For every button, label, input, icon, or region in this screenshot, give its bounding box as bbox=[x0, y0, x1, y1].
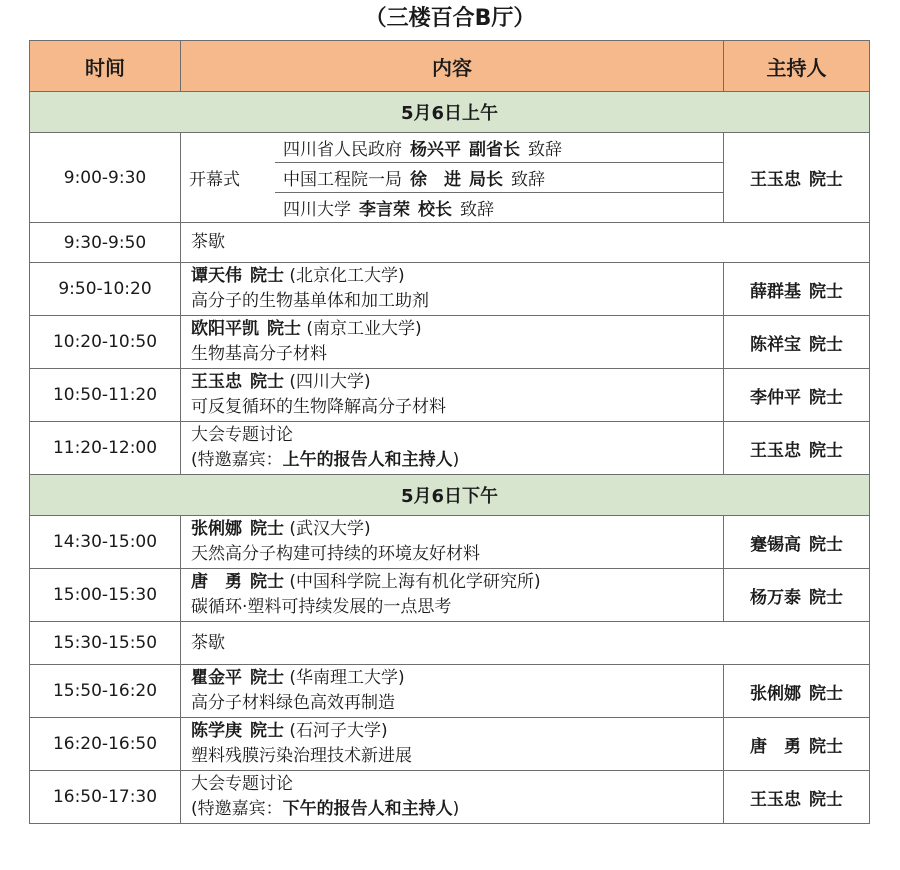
time-cell: 9:50-10:20 bbox=[30, 263, 181, 316]
header-content: 内容 bbox=[181, 41, 724, 92]
host-cell: 王玉忠 院士 bbox=[724, 771, 870, 824]
host-cell: 李仲平 院士 bbox=[724, 369, 870, 422]
time-cell: 11:20-12:00 bbox=[30, 422, 181, 475]
talk-content: 王玉忠 院士 (四川大学) 可反复循环的生物降解高分子材料 bbox=[181, 369, 724, 422]
time-cell: 10:20-10:50 bbox=[30, 316, 181, 369]
break-label: 茶歇 bbox=[181, 622, 870, 665]
talk-row bbox=[30, 569, 870, 622]
header-host: 主持人 bbox=[724, 41, 870, 92]
time-cell: 10:50-11:20 bbox=[30, 369, 181, 422]
discussion-row bbox=[30, 422, 870, 475]
talk-content: 欧阳平凯 院士 (南京工业大学) 生物基高分子材料 bbox=[181, 316, 724, 369]
talk-content: 瞿金平 院士 (华南理工大学) 高分子材料绿色高效再制造 bbox=[181, 665, 724, 718]
host-cell: 陈祥宝 院士 bbox=[724, 316, 870, 369]
talk-row bbox=[30, 665, 870, 718]
talk-row bbox=[30, 516, 870, 569]
discussion-row bbox=[30, 771, 870, 824]
talk-content: 陈学庚 院士 (石河子大学) 塑料残膜污染治理技术新进展 bbox=[181, 718, 724, 771]
host-cell: 薛群基 院士 bbox=[724, 263, 870, 316]
page-title: （三楼百合B厅） bbox=[364, 6, 536, 31]
break-row bbox=[30, 223, 870, 263]
header-row bbox=[30, 41, 870, 92]
opening-content bbox=[181, 133, 724, 223]
host-cell: 杨万泰 院士 bbox=[724, 569, 870, 622]
opening-line: 中国工程院一局 徐 进 局长 致辞 bbox=[275, 163, 723, 193]
day-label: 5月6日下午 bbox=[30, 475, 870, 516]
break-row bbox=[30, 622, 870, 665]
host-cell: 唐 勇 院士 bbox=[724, 718, 870, 771]
host-cell: 蹇锡高 院士 bbox=[724, 516, 870, 569]
day-row-morning bbox=[30, 92, 870, 133]
break-label: 茶歇 bbox=[181, 223, 870, 263]
discussion-content: 大会专题讨论 (特邀嘉宾：下午的报告人和主持人) bbox=[181, 771, 724, 824]
host-cell: 张俐娜 院士 bbox=[724, 665, 870, 718]
time-cell: 15:00-15:30 bbox=[30, 569, 181, 622]
time-cell: 9:30-9:50 bbox=[30, 223, 181, 263]
day-label: 5月6日上午 bbox=[30, 92, 870, 133]
discussion-content: 大会专题讨论 (特邀嘉宾：上午的报告人和主持人) bbox=[181, 422, 724, 475]
host-cell: 王玉忠 院士 bbox=[724, 133, 870, 223]
talk-row bbox=[30, 369, 870, 422]
schedule-table bbox=[29, 40, 870, 824]
opening-line: 四川省人民政府 杨兴平 副省长 致辞 bbox=[283, 140, 562, 160]
talk-row bbox=[30, 718, 870, 771]
time-cell: 16:20-16:50 bbox=[30, 718, 181, 771]
time-cell: 9:00-9:30 bbox=[30, 133, 181, 223]
opening-line: 四川大学 李言荣 校长 致辞 bbox=[275, 193, 723, 223]
talk-row bbox=[30, 263, 870, 316]
talk-row bbox=[30, 316, 870, 369]
day-row-afternoon bbox=[30, 475, 870, 516]
talk-content: 张俐娜 院士 (武汉大学) 天然高分子构建可持续的环境友好材料 bbox=[181, 516, 724, 569]
talk-content: 谭天伟 院士 (北京化工大学) 高分子的生物基单体和加工助剂 bbox=[181, 263, 724, 316]
header-time: 时间 bbox=[30, 41, 181, 92]
opening-row bbox=[30, 133, 870, 223]
talk-content: 唐 勇 院士 (中国科学院上海有机化学研究所) 碳循环·塑料可持续发展的一点思考 bbox=[181, 569, 724, 622]
time-cell: 15:50-16:20 bbox=[30, 665, 181, 718]
opening-label: 开幕式 bbox=[189, 170, 240, 190]
host-cell: 王玉忠 院士 bbox=[724, 422, 870, 475]
time-cell: 14:30-15:00 bbox=[30, 516, 181, 569]
time-cell: 15:30-15:50 bbox=[30, 622, 181, 665]
time-cell: 16:50-17:30 bbox=[30, 771, 181, 824]
